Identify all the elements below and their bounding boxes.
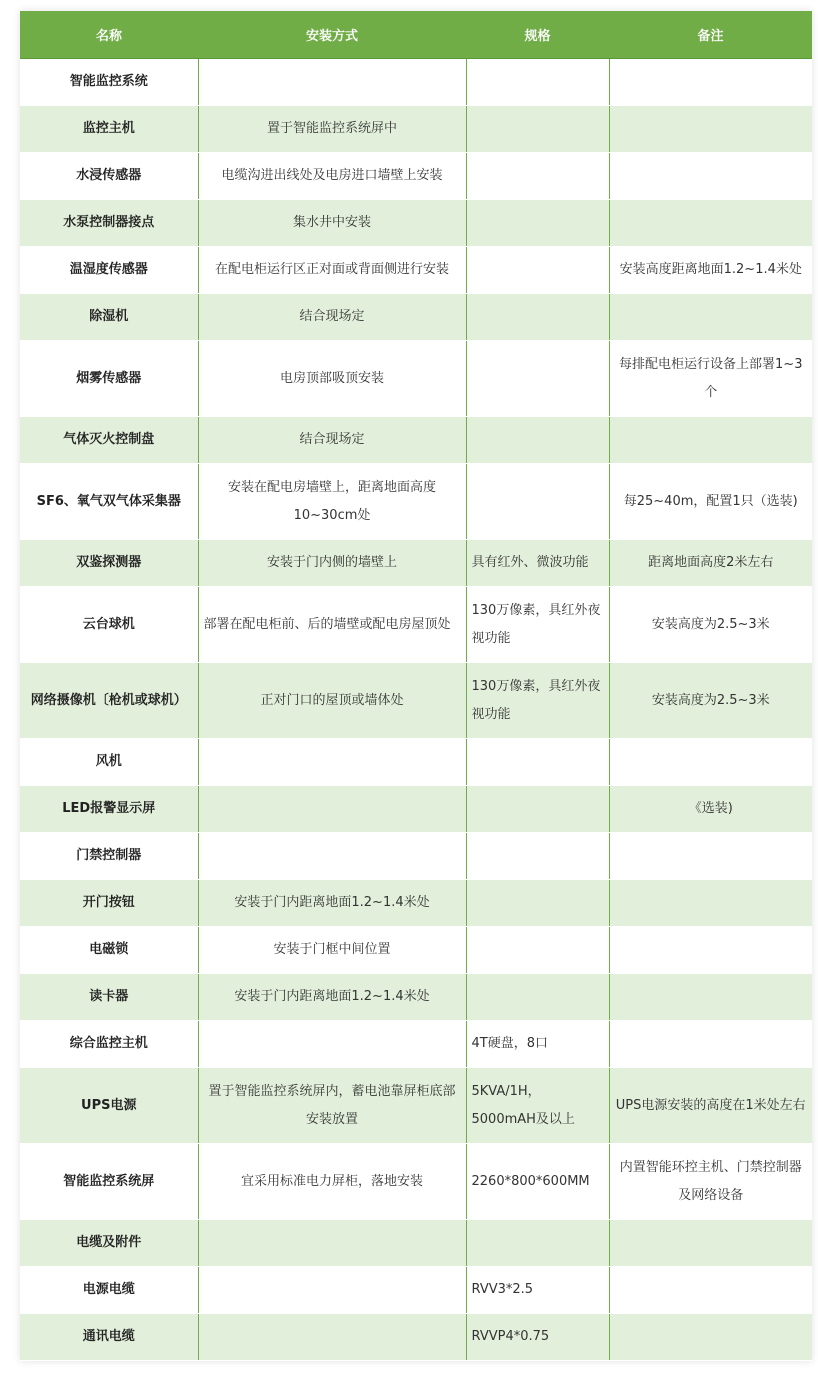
cell-note <box>609 1267 812 1314</box>
table-row <box>20 1220 812 1267</box>
table-row <box>20 417 812 464</box>
cell-note: 安装高度为2.5~3米 <box>609 587 812 663</box>
cell-note <box>609 974 812 1021</box>
cell-name: 电缆及附件 <box>20 1220 198 1267</box>
table-row <box>20 59 812 106</box>
cell-spec: 5KVA/1H，5000mAH及以上 <box>466 1068 609 1144</box>
cell-note <box>609 1021 812 1068</box>
cell-spec <box>466 294 609 341</box>
cell-install: 结合现场定 <box>198 294 466 341</box>
cell-install: 在配电柜运行区正对面或背面侧进行安装 <box>198 247 466 294</box>
cell-spec <box>466 739 609 786</box>
cell-spec: 2260*800*600MM <box>466 1144 609 1220</box>
cell-spec <box>466 417 609 464</box>
cell-spec: 130万像素，具红外夜视功能 <box>466 663 609 739</box>
cell-name: UPS电源 <box>20 1068 198 1144</box>
table-row <box>20 663 812 739</box>
cell-spec <box>466 974 609 1021</box>
cell-name: 水浸传感器 <box>20 153 198 200</box>
cell-name: 云台球机 <box>20 587 198 663</box>
cell-note <box>609 153 812 200</box>
cell-note <box>609 880 812 927</box>
table-row <box>20 200 812 247</box>
header-spec: 规格 <box>466 11 609 59</box>
cell-name: LED报警显示屏 <box>20 786 198 833</box>
cell-name: 风机 <box>20 739 198 786</box>
cell-spec <box>466 247 609 294</box>
cell-name: 除湿机 <box>20 294 198 341</box>
cell-spec <box>466 200 609 247</box>
cell-name: 网络摄像机〔枪机或球机） <box>20 663 198 739</box>
table-row <box>20 247 812 294</box>
cell-note: 内置智能环控主机、门禁控制器及网络设备 <box>609 1144 812 1220</box>
cell-note <box>609 927 812 974</box>
table-row <box>20 294 812 341</box>
cell-install: 正对门口的屋顶或墙体处 <box>198 663 466 739</box>
cell-name: 开门按钮 <box>20 880 198 927</box>
table-row <box>20 739 812 786</box>
cell-note <box>609 739 812 786</box>
cell-note <box>609 294 812 341</box>
table-row <box>20 880 812 927</box>
table-row <box>20 153 812 200</box>
cell-note: 每排配电柜运行设备上部署1~3个 <box>609 341 812 417</box>
table-row <box>20 464 812 540</box>
cell-name: 烟雾传感器 <box>20 341 198 417</box>
cell-name: 读卡器 <box>20 974 198 1021</box>
cell-spec <box>466 1220 609 1267</box>
cell-install: 安装在配电房墙壁上，距离地面高度10~30cm处 <box>198 464 466 540</box>
header-name: 名称 <box>20 11 198 59</box>
cell-install <box>198 1314 466 1361</box>
cell-spec: 4T硬盘，8口 <box>466 1021 609 1068</box>
cell-install: 安装于门框中间位置 <box>198 927 466 974</box>
table-row <box>20 974 812 1021</box>
table-row <box>20 833 812 880</box>
cell-note <box>609 1220 812 1267</box>
cell-name: 综合监控主机 <box>20 1021 198 1068</box>
cell-install <box>198 1021 466 1068</box>
cell-spec <box>466 341 609 417</box>
table-row <box>20 540 812 587</box>
header-note: 备注 <box>609 11 812 59</box>
cell-name: 气体灭火控制盘 <box>20 417 198 464</box>
cell-spec: RVVP4*0.75 <box>466 1314 609 1361</box>
cell-spec <box>466 106 609 153</box>
cell-spec: RVV3*2.5 <box>466 1267 609 1314</box>
spec-table-card <box>20 11 812 1361</box>
cell-install <box>198 786 466 833</box>
cell-install <box>198 833 466 880</box>
cell-name: 智能监控系统 <box>20 59 198 106</box>
cell-spec <box>466 153 609 200</box>
cell-name: SF6、氧气双气体采集器 <box>20 464 198 540</box>
table-row <box>20 927 812 974</box>
table-row <box>20 1021 812 1068</box>
cell-name: 双鉴探测器 <box>20 540 198 587</box>
cell-install <box>198 59 466 106</box>
cell-spec <box>466 880 609 927</box>
table-row <box>20 1267 812 1314</box>
cell-note <box>609 417 812 464</box>
cell-install: 安装于门内距离地面1.2~1.4米处 <box>198 880 466 927</box>
cell-install: 置于智能监控系统屏中 <box>198 106 466 153</box>
cell-spec <box>466 786 609 833</box>
cell-install: 部署在配电柜前、后的墙壁或配电房屋顶处 <box>198 587 466 663</box>
cell-install <box>198 1220 466 1267</box>
cell-note <box>609 200 812 247</box>
table-row <box>20 786 812 833</box>
cell-note <box>609 106 812 153</box>
cell-install: 宜采用标准电力屏柜，落地安装 <box>198 1144 466 1220</box>
cell-spec <box>466 927 609 974</box>
cell-install: 置于智能监控系统屏内，蓄电池靠屏柜底部安装放置 <box>198 1068 466 1144</box>
cell-install: 集水井中安装 <box>198 200 466 247</box>
table-body <box>20 59 812 1361</box>
cell-install: 电房顶部吸顶安装 <box>198 341 466 417</box>
cell-name: 电磁锁 <box>20 927 198 974</box>
cell-spec: 130万像素，具红外夜视功能 <box>466 587 609 663</box>
cell-name: 通讯电缆 <box>20 1314 198 1361</box>
cell-spec <box>466 464 609 540</box>
cell-note: 《选装) <box>609 786 812 833</box>
cell-note: 距离地面高度2米左右 <box>609 540 812 587</box>
table-row <box>20 1144 812 1220</box>
cell-install: 结合现场定 <box>198 417 466 464</box>
cell-note: UPS电源安装的高度在1米处左右 <box>609 1068 812 1144</box>
cell-install: 安装于门内侧的墙壁上 <box>198 540 466 587</box>
cell-name: 监控主机 <box>20 106 198 153</box>
cell-spec: 具有红外、微波功能 <box>466 540 609 587</box>
table-row <box>20 1068 812 1144</box>
table-header-row <box>20 11 812 59</box>
cell-name: 智能监控系统屏 <box>20 1144 198 1220</box>
cell-note <box>609 59 812 106</box>
table-row <box>20 106 812 153</box>
cell-spec <box>466 59 609 106</box>
equipment-table <box>20 11 812 1361</box>
cell-note: 安装高度为2.5~3米 <box>609 663 812 739</box>
cell-name: 电源电缆 <box>20 1267 198 1314</box>
cell-note: 每25~40m，配置1只（选装) <box>609 464 812 540</box>
cell-install: 安装于门内距离地面1.2~1.4米处 <box>198 974 466 1021</box>
cell-name: 水泵控制器接点 <box>20 200 198 247</box>
header-install: 安装方式 <box>198 11 466 59</box>
cell-note <box>609 1314 812 1361</box>
cell-install <box>198 1267 466 1314</box>
cell-install <box>198 739 466 786</box>
cell-name: 温湿度传感器 <box>20 247 198 294</box>
cell-spec <box>466 833 609 880</box>
table-row <box>20 341 812 417</box>
table-row <box>20 587 812 663</box>
cell-name: 门禁控制器 <box>20 833 198 880</box>
cell-install: 电缆沟进出线处及电房进口墙壁上安装 <box>198 153 466 200</box>
table-row <box>20 1314 812 1361</box>
cell-note: 安装高度距离地面1.2~1.4米处 <box>609 247 812 294</box>
cell-note <box>609 833 812 880</box>
